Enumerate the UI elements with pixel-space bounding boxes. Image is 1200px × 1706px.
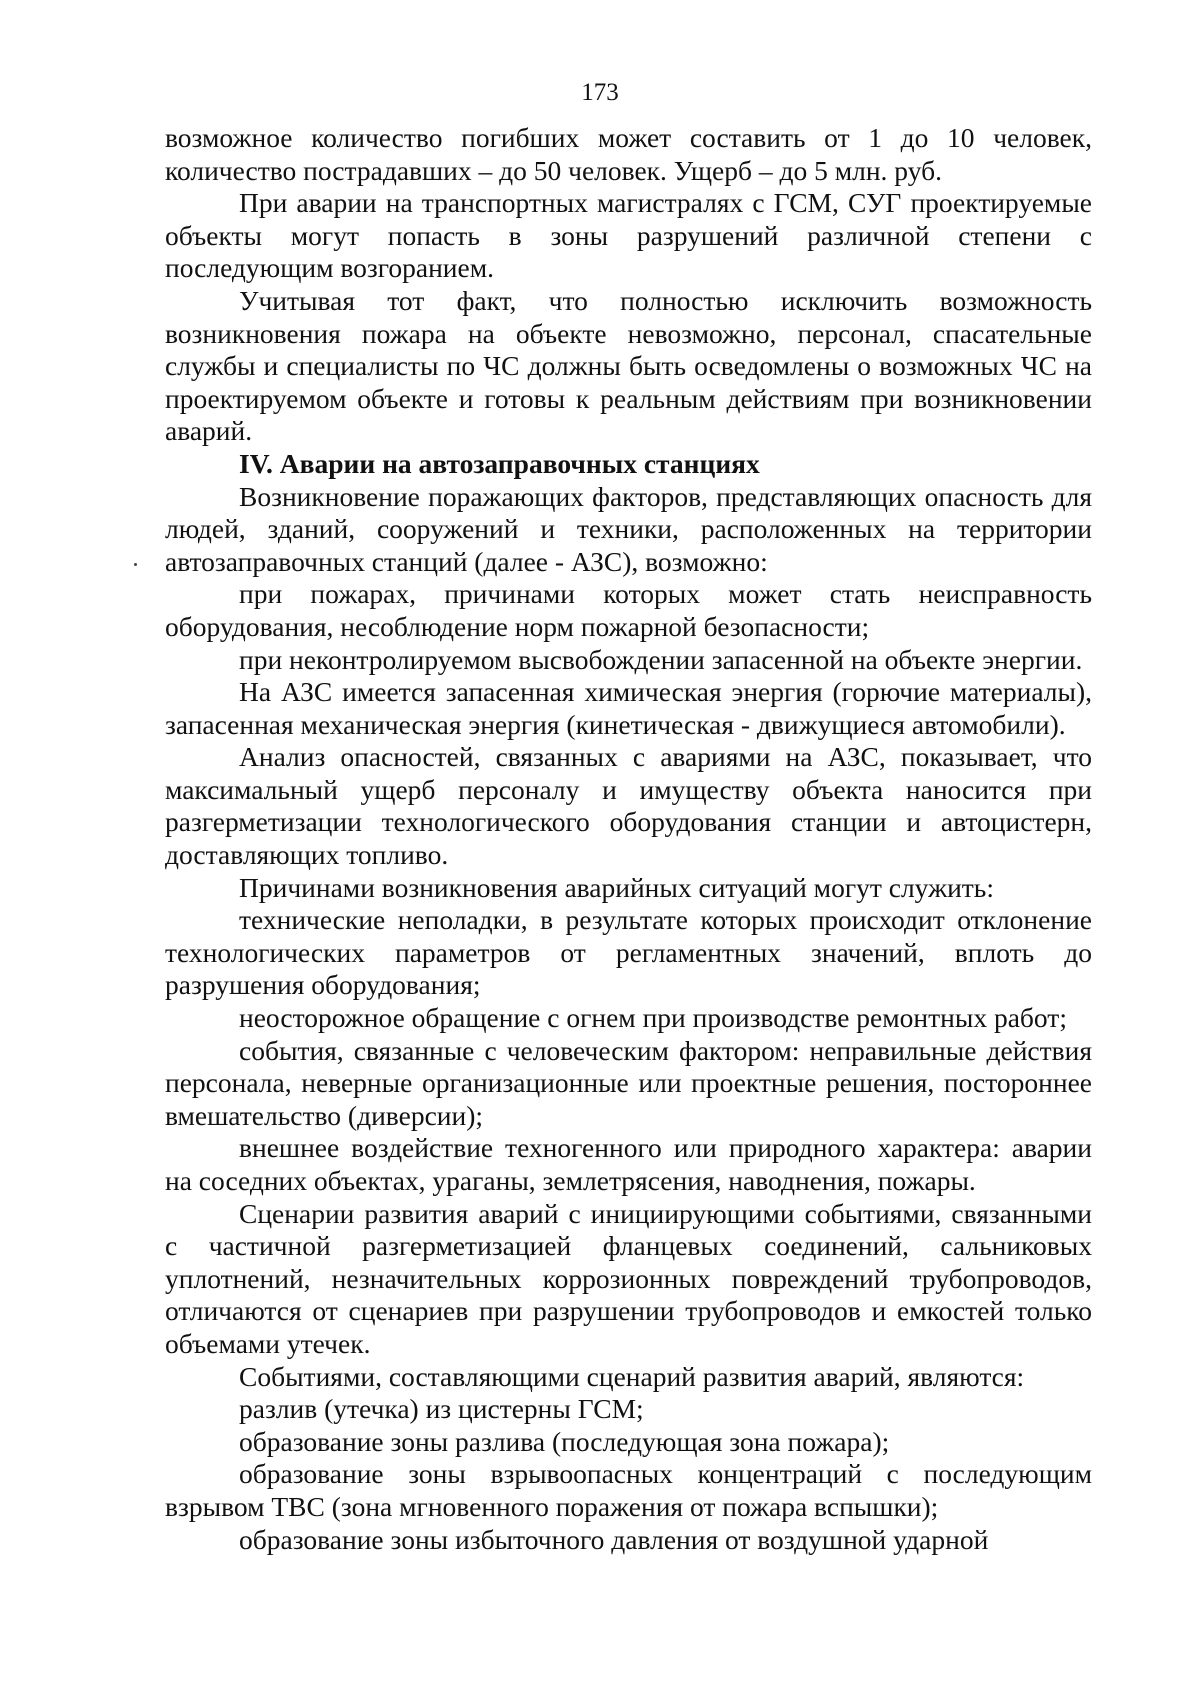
paragraph-stored-energy: На АЗС имеется запасенная химическая энергия (горючие материалы), запасенная механическая энергия (кинетическая - движущиеся автомобили). [165, 676, 1092, 740]
paragraph-transport-accident: При аварии на транспортных магистралях с ГСМ, СУГ проектируемые объекты могут попасть в зоны разрушений различной степени с последующим возгоранием. [165, 187, 1092, 284]
paragraph-overpressure-zone: образование зоны избыточного давления от воздушной ударной [239, 1523, 989, 1555]
paragraph-fires: при пожарах, причинами которых может стать неисправность оборудования, несоблюдение норм пожарной безопасности; [165, 578, 1092, 642]
paragraph-spill-zone: образование зоны разлива (последующая зона пожара); [239, 1425, 890, 1457]
page-number: 173 [581, 79, 619, 106]
paragraph-scenarios: Сценарии развития аварий с инициирующими событиями, связанными с частичной разгерметизацией фланцевых соединений, сальниковых уплотнений, незначительных коррозионных повреждений трубопроводов, отличаются от сценариев при разрушении трубопроводов и емкостей только объемами утечек. [165, 1197, 1092, 1359]
paragraph-spill: разлив (утечка) из цистерны ГСМ; [239, 1393, 644, 1425]
paragraph-careless-fire: неосторожное обращение с огнем при производстве ремонтных работ; [239, 1002, 1067, 1034]
paragraph-external-impact: внешнее воздействие техногенного или природного характера: аварии на соседних объектах, ураганы, землетрясения, наводнения, пожары. [165, 1132, 1092, 1196]
paragraph-technical-faults: технические неполадки, в результате которых происходит отклонение технологических параметров от регламентных значений, вплоть до разрушения оборудования; [165, 904, 1092, 1001]
paragraph-human-factor: события, связанные с человеческим фактором: неправильные действия персонала, неверные организационные или проектные решения, постороннее вмешательство (диверсии); [165, 1034, 1092, 1131]
paragraph-hazard-analysis: Анализ опасностей, связанных с авариями на АЗС, показывает, что максимальный ущерб персоналу и имуществу объекта наносится при разгерметизации технологического оборудования станции и автоцистерн, доставляющих топливо. [165, 741, 1092, 871]
document-body [165, 122, 1092, 1556]
paragraph-energy-release: при неконтролируемом высвобождении запасенной на объекте энергии. [239, 643, 1083, 675]
paragraph-casualties: возможное количество погибших может составить от 1 до 10 человек, количество пострадавших – до 50 человек. Ущерб – до 5 млн. руб. [165, 122, 1092, 186]
paragraph-causes-intro: Причинами возникновения аварийных ситуаций могут служить: [239, 871, 994, 903]
paragraph-hazard-factors: Возникновение поражающих факторов, представляющих опасность для людей, зданий, сооружений и техники, расположенных на территории автозаправочных станций (далее - АЗС), возможно: [165, 480, 1092, 577]
paragraph-fire-awareness: Учитывая тот факт, что полностью исключить возможность возникновения пожара на объекте невозможно, персонал, спасательные службы и специалисты по ЧС должны быть осведомлены о возможных ЧС на проектируемом объекте и готовы к реальным действиям при возникновении аварий. [165, 284, 1092, 447]
paragraph-explosive-zone: образование зоны взрывоопасных концентраций с последующим взрывом ТВС (зона мгновенного поражения от пожара вспышки); [165, 1458, 1092, 1522]
paragraph-events-intro: Событиями, составляющими сценарий развития аварий, являются: [239, 1360, 1025, 1392]
section-heading: IV. Аварии на автозаправочных станциях [239, 447, 760, 479]
scan-speck [134, 563, 137, 566]
